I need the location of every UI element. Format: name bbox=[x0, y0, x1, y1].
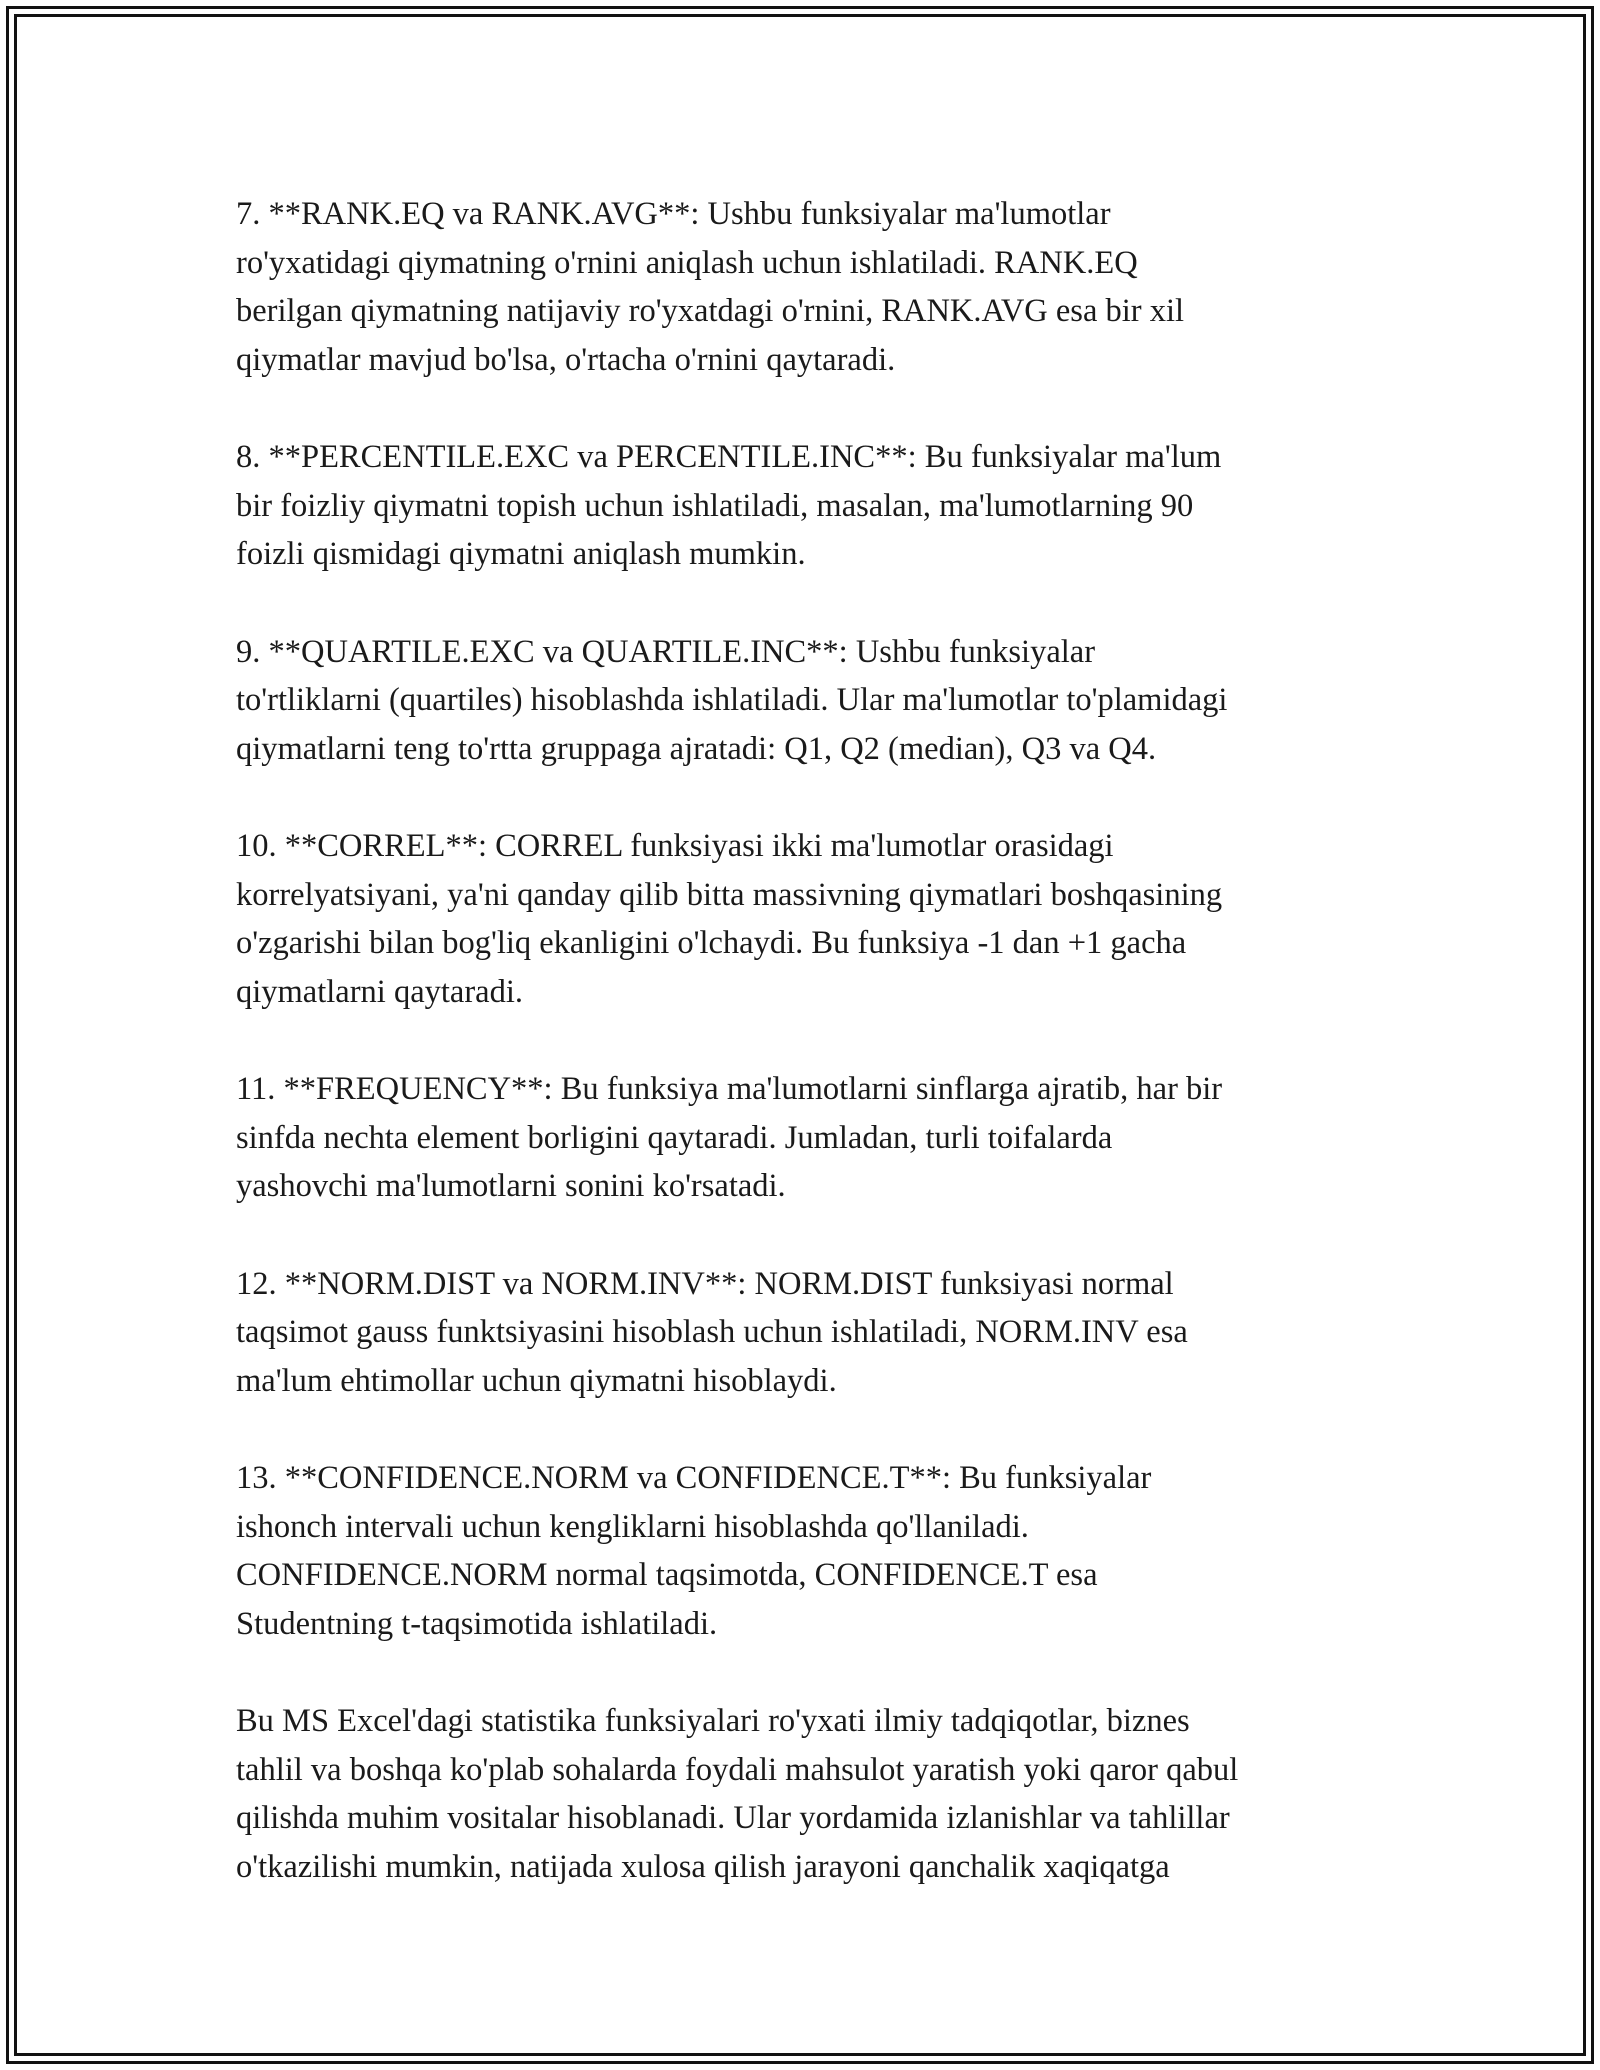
text-line: o'tkazilishi mumkin, natijada xulosa qilish jarayoni qanchalik xaqiqatga bbox=[236, 1848, 1170, 1885]
text-line: qilishda muhim vositalar hisoblanadi. Ular yordamida izlanishlar va tahlillar bbox=[236, 1800, 1230, 1836]
text-line: tahlil va boshqa ko'plab sohalarda foydali mahsulot yaratish yoki qaror qabul bbox=[236, 1751, 1239, 1788]
text-line: yashovchi ma'lumotlarni sonini ko'rsatadi. bbox=[236, 1168, 786, 1204]
text-line: 13. **CONFIDENCE.NORM va CONFIDENCE.T**: Bu funksiyalar bbox=[236, 1460, 1152, 1496]
text-line: qiymatlarni teng to'rtta gruppaga ajratadi: Q1, Q2 (median), Q3 va Q4. bbox=[236, 730, 1157, 767]
text-line: 8. **PERCENTILE.EXC va PERCENTILE.INC**: Bu funksiyalar ma'lum bbox=[236, 439, 1222, 475]
paragraph-conclusion bbox=[236, 1697, 1376, 1891]
paragraph-confidence bbox=[236, 1454, 1376, 1648]
text-line: 7. **RANK.EQ va RANK.AVG**: Ushbu funksiyalar ma'lumotlar bbox=[236, 196, 1111, 232]
text-line: 11. **FREQUENCY**: Bu funksiya ma'lumotlarni sinflarga ajratib, har bir bbox=[236, 1071, 1223, 1107]
text-line: 12. **NORM.DIST va NORM.INV**: NORM.DIST funksiyasi normal bbox=[236, 1265, 1174, 1302]
text-line: ro'yxatidagi qiymatning o'rnini aniqlash uchun ishlatiladi. RANK.EQ bbox=[236, 244, 1138, 281]
paragraph-norm bbox=[236, 1260, 1376, 1406]
text-line: taqsimot gauss funktsiyasini hisoblash uchun ishlatiladi, NORM.INV esa bbox=[236, 1314, 1188, 1350]
text-line: ishonch intervali uchun kengliklarni hisoblashda qo'llaniladi. bbox=[236, 1508, 1029, 1545]
text-line: to'rtliklarni (quartiles) hisoblashda ishlatiladi. Ular ma'lumotlar to'plamidagi bbox=[236, 682, 1228, 718]
document-body bbox=[236, 190, 1376, 1940]
paragraph-correl bbox=[236, 822, 1376, 1016]
text-line: Bu MS Excel'dagi statistika funksiyalari ro'yxati ilmiy tadqiqotlar, biznes bbox=[236, 1703, 1190, 1739]
text-line: berilgan qiymatning natijaviy ro'yxatdagi o'rnini, RANK.AVG esa bir xil bbox=[236, 293, 1185, 329]
paragraph-rank bbox=[236, 190, 1376, 384]
text-line: Studentning t-taqsimotida ishlatiladi. bbox=[236, 1605, 718, 1642]
text-line: sinfda nechta element borligini qaytaradi. Jumladan, turli toifalarda bbox=[236, 1119, 1113, 1156]
text-line: CONFIDENCE.NORM normal taqsimotda, CONFIDENCE.T esa bbox=[236, 1557, 1098, 1593]
text-line: o'zgarishi bilan bog'liq ekanligini o'lchaydi. Bu funksiya -1 dan +1 gacha bbox=[236, 925, 1187, 961]
text-line: ma'lum ehtimollar uchun qiymatni hisoblaydi. bbox=[236, 1362, 837, 1399]
paragraph-frequency bbox=[236, 1065, 1376, 1211]
text-line: foizli qismidagi qiymatni aniqlash mumkin. bbox=[236, 536, 806, 572]
text-line: qiymatlarni qaytaradi. bbox=[236, 973, 523, 1010]
text-line: qiymatlar mavjud bo'lsa, o'rtacha o'rnini qaytaradi. bbox=[236, 341, 896, 378]
paragraph-quartile bbox=[236, 628, 1376, 774]
paragraph-percentile bbox=[236, 433, 1376, 579]
text-line: 10. **CORREL**: CORREL funksiyasi ikki ma'lumotlar orasidagi bbox=[236, 828, 1114, 864]
text-line: korrelyatsiyani, ya'ni qanday qilib bitta massivning qiymatlari boshqasining bbox=[236, 876, 1223, 913]
text-line: 9. **QUARTILE.EXC va QUARTILE.INC**: Ushbu funksiyalar bbox=[236, 633, 1096, 670]
text-line: bir foizliy qiymatni topish uchun ishlatiladi, masalan, ma'lumotlarning 90 bbox=[236, 487, 1194, 524]
